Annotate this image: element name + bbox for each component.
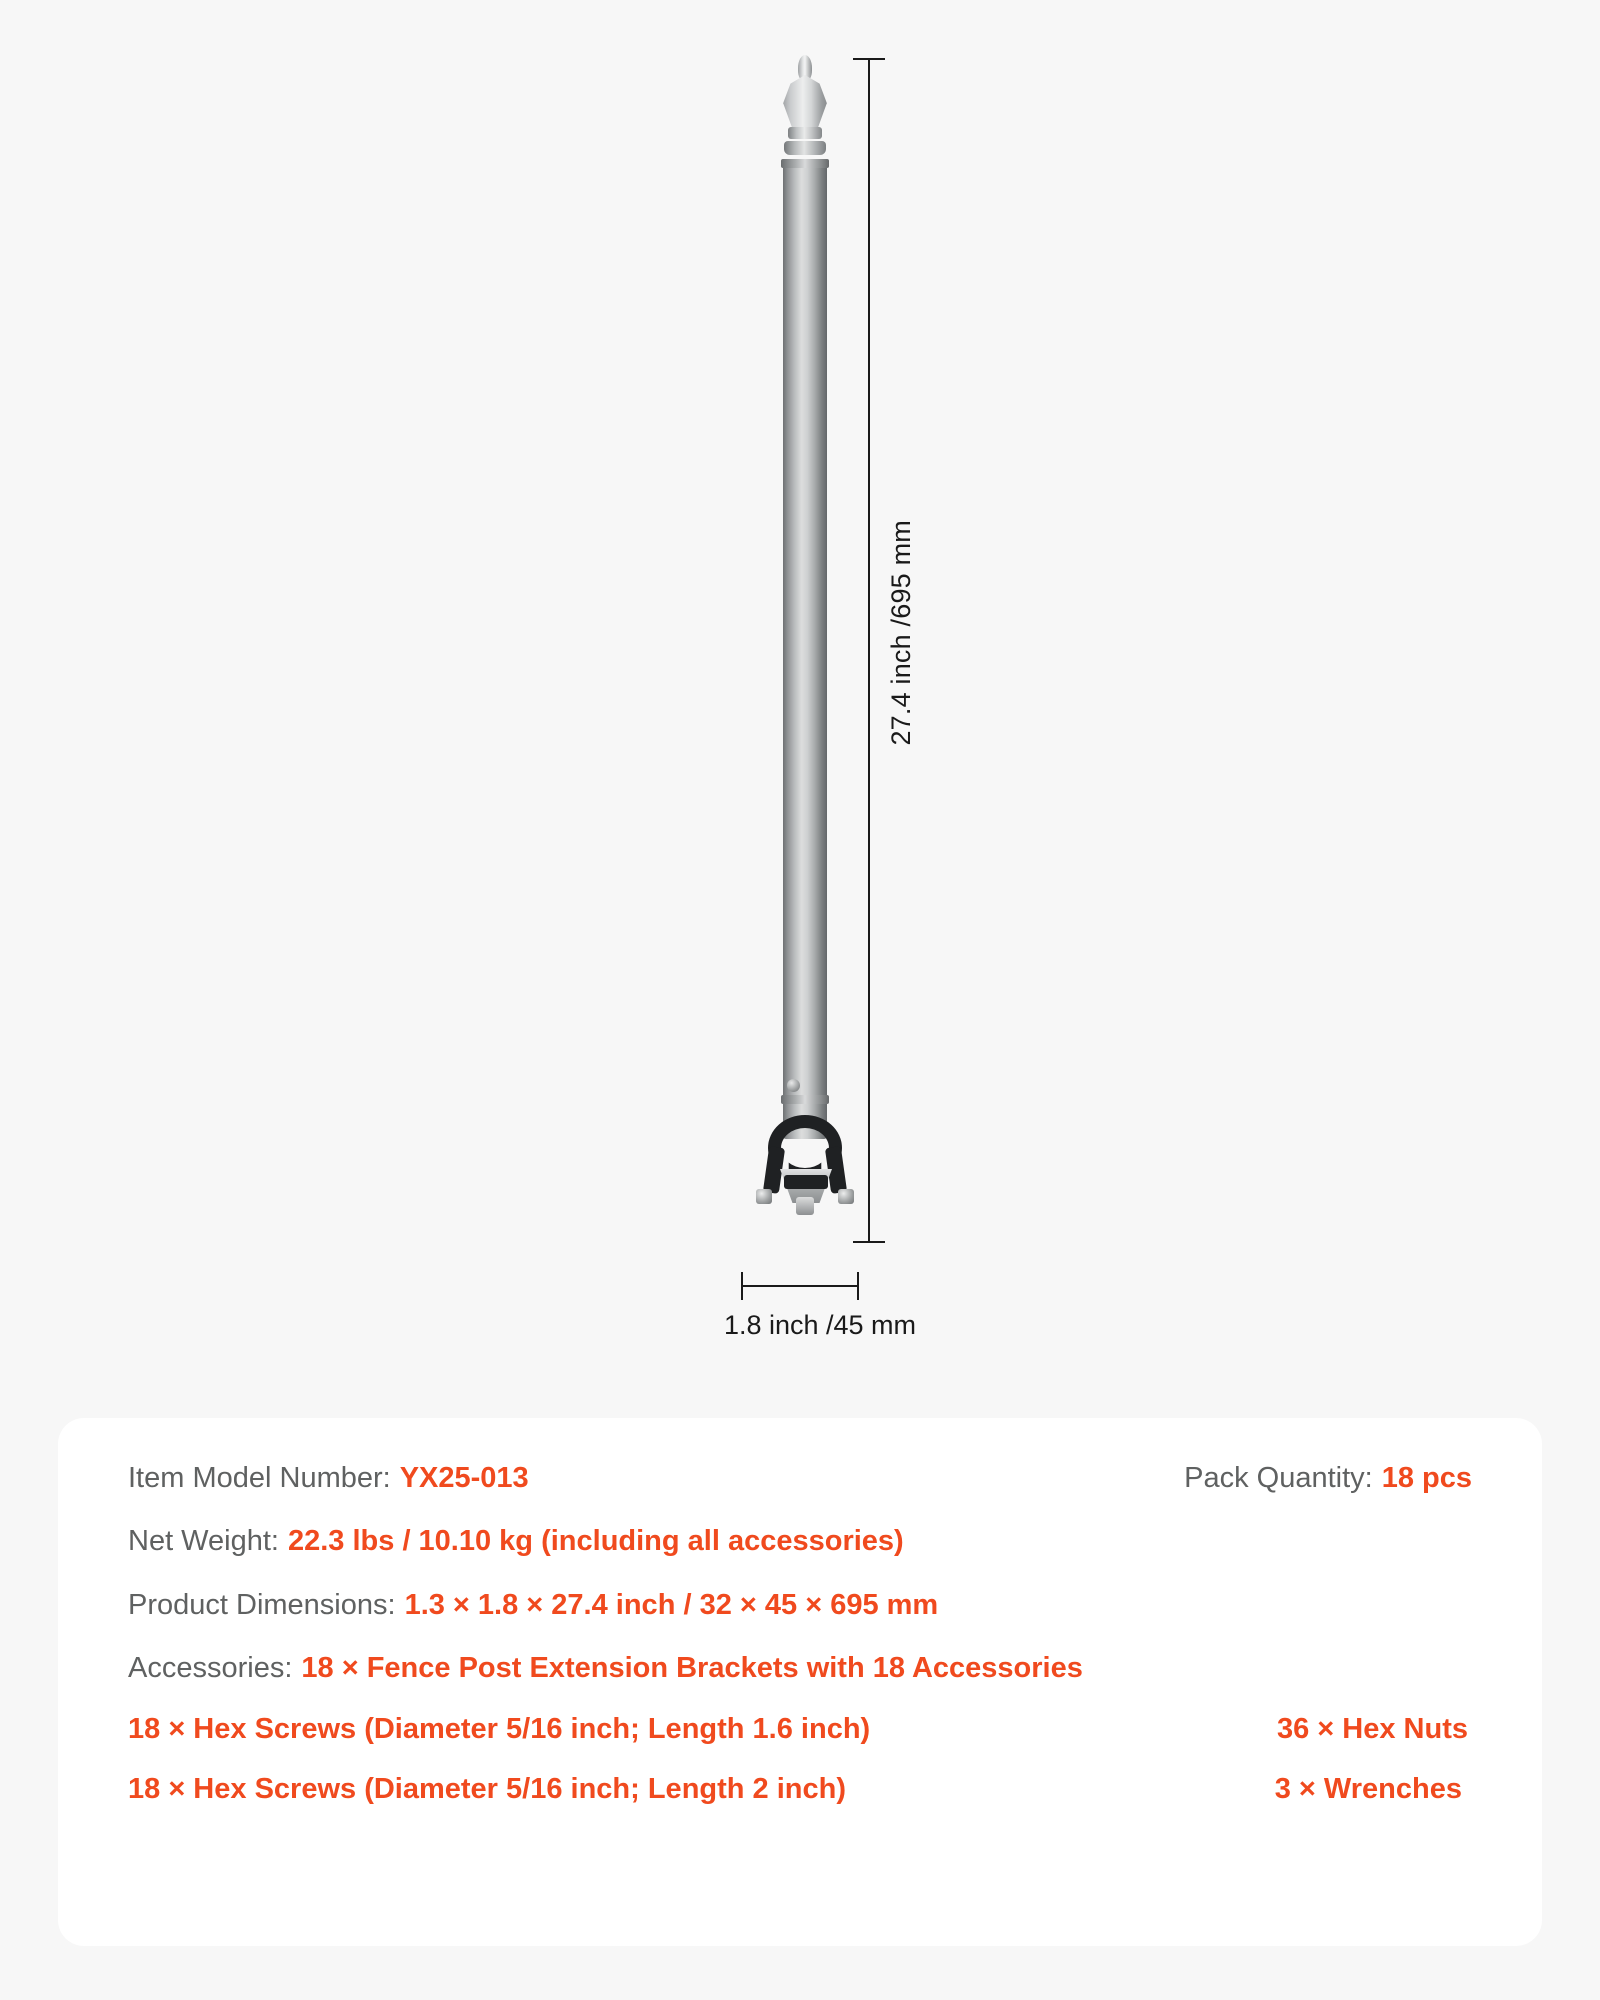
- post-tube: [783, 159, 827, 1139]
- tube-ring-top: [781, 159, 829, 168]
- spec-row-accessories: [128, 1650, 1472, 1686]
- height-dimension-cap-bottom: [853, 1241, 885, 1243]
- accessory-row-left: 18 × Hex Screws (Diameter 5/16 inch; Length 1.6 inch): [128, 1713, 871, 1745]
- accessory-row-right: 36 × Hex Nuts: [1276, 1713, 1468, 1745]
- clamp-nut-right-icon: [838, 1189, 854, 1204]
- tube-bolt-icon: [787, 1079, 800, 1092]
- accessory-row: [128, 1773, 1472, 1806]
- model-label: Item Model Number:: [128, 1462, 391, 1494]
- accessory-row: [128, 1713, 1472, 1746]
- width-dimension-cap-left: [741, 1272, 743, 1300]
- finial-body: [779, 75, 831, 129]
- width-dimension-label: 1.8 inch /45 mm: [723, 1310, 917, 1340]
- width-dimension-cap-right: [857, 1272, 859, 1300]
- pack-quantity-group: [1184, 1460, 1472, 1496]
- pack-quantity-label: Pack Quantity:: [1184, 1462, 1373, 1494]
- finial-collar-upper: [788, 127, 822, 139]
- net-weight-label: Net Weight:: [128, 1525, 279, 1558]
- accessories-label: Accessories:: [128, 1651, 293, 1684]
- pack-quantity-value: 18 pcs: [1381, 1462, 1472, 1494]
- spec-row-net-weight: [128, 1523, 1472, 1559]
- accessory-row-left: 18 × Hex Screws (Diameter 5/16 inch; Length 2 inch): [128, 1773, 847, 1805]
- finial-cap: [776, 55, 834, 163]
- height-dimension-line: [868, 58, 870, 1243]
- product-dimensions-value: 1.3 × 1.8 × 27.4 inch / 32 × 45 × 695 mm: [404, 1588, 939, 1621]
- clamp-bridge: [784, 1175, 828, 1189]
- model-value: YX25-013: [399, 1462, 529, 1494]
- width-dimension-label-wrap: [0, 1310, 1600, 1341]
- height-dimension-label: 27.4 inch /695 mm: [886, 520, 916, 746]
- spec-row-product-dimensions: [128, 1587, 1472, 1623]
- width-dimension-line: [741, 1285, 859, 1287]
- tube-ring-bottom: [781, 1095, 829, 1104]
- product-dimensions-label: Product Dimensions:: [128, 1588, 396, 1621]
- clamp-screw-icon: [796, 1197, 814, 1215]
- accessory-row-right: 3 × Wrenches: [1274, 1773, 1462, 1805]
- clamp-nut-left-icon: [756, 1189, 772, 1204]
- accessories-value: 18 × Fence Post Extension Brackets with 18 Accessories: [301, 1651, 1083, 1684]
- specification-card: [58, 1418, 1542, 1946]
- spec-row-model-and-quantity: [128, 1460, 1472, 1496]
- finial-collar-lower: [784, 141, 826, 155]
- height-dimension-cap-top: [853, 58, 885, 60]
- fence-post-extension-bracket-image: [740, 55, 870, 1245]
- clamp-bracket: [754, 1107, 856, 1217]
- net-weight-value: 22.3 lbs / 10.10 kg (including all accessories): [287, 1525, 904, 1558]
